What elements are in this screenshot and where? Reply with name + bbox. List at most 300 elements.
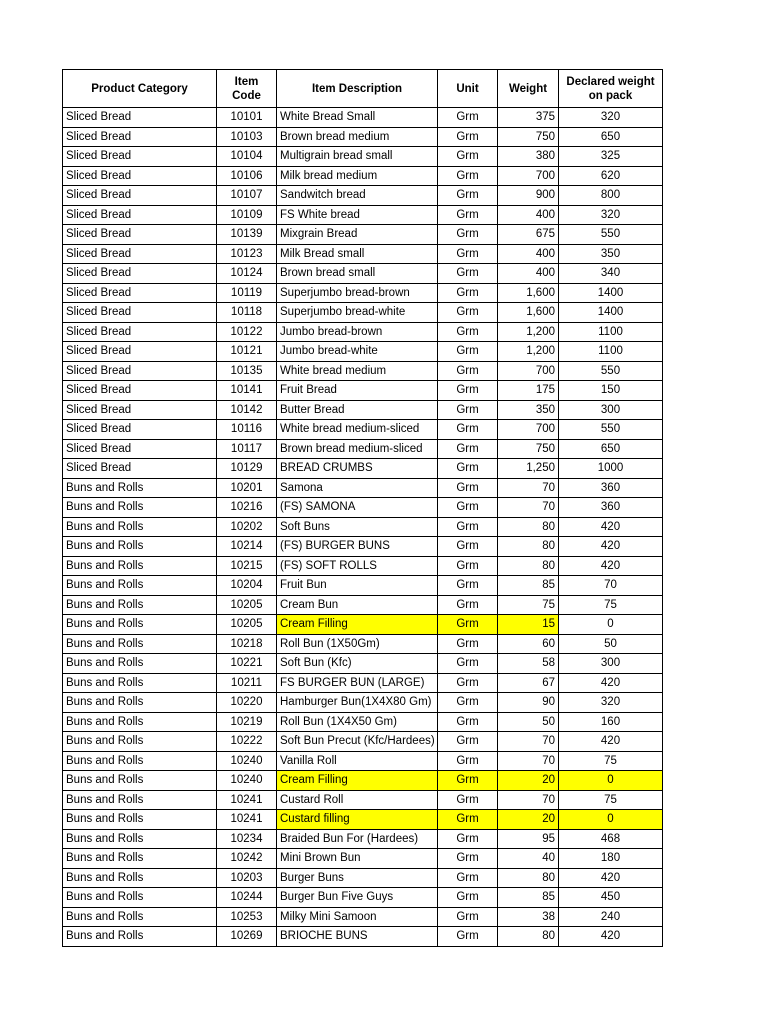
cell-product-category: Sliced Bread — [63, 283, 217, 303]
cell-product-category: Buns and Rolls — [63, 556, 217, 576]
cell-item-code: 10116 — [217, 420, 277, 440]
cell-item-description: Jumbo bread-brown — [277, 322, 438, 342]
cell-weight: 900 — [498, 186, 559, 206]
cell-weight: 85 — [498, 576, 559, 596]
cell-unit: Grm — [438, 751, 498, 771]
cell-item-code: 10118 — [217, 303, 277, 323]
cell-declared-weight: 420 — [559, 537, 663, 557]
table-row — [63, 732, 663, 752]
cell-item-description: Fruit Bread — [277, 381, 438, 401]
cell-unit: Grm — [438, 225, 498, 245]
cell-weight: 60 — [498, 634, 559, 654]
cell-product-category: Sliced Bread — [63, 381, 217, 401]
cell-unit: Grm — [438, 673, 498, 693]
cell-declared-weight: 1100 — [559, 342, 663, 362]
cell-product-category: Sliced Bread — [63, 361, 217, 381]
cell-declared-weight: 150 — [559, 381, 663, 401]
cell-item-code: 10202 — [217, 517, 277, 537]
cell-product-category: Buns and Rolls — [63, 771, 217, 791]
cell-item-description: White bread medium — [277, 361, 438, 381]
cell-weight: 15 — [498, 615, 559, 635]
cell-item-code: 10222 — [217, 732, 277, 752]
cell-product-category: Buns and Rolls — [63, 751, 217, 771]
table-row — [63, 693, 663, 713]
cell-unit: Grm — [438, 147, 498, 167]
cell-unit: Grm — [438, 927, 498, 947]
cell-item-description: Superjumbo bread-white — [277, 303, 438, 323]
cell-product-category: Sliced Bread — [63, 147, 217, 167]
cell-unit: Grm — [438, 127, 498, 147]
header-unit: Unit — [438, 70, 498, 108]
cell-unit: Grm — [438, 205, 498, 225]
cell-declared-weight: 350 — [559, 244, 663, 264]
cell-item-description: Roll Bun (1X4X50 Gm) — [277, 712, 438, 732]
cell-declared-weight: 360 — [559, 478, 663, 498]
cell-weight: 80 — [498, 537, 559, 557]
cell-unit: Grm — [438, 244, 498, 264]
cell-item-code: 10123 — [217, 244, 277, 264]
header-item-code: Item Code — [217, 70, 277, 108]
cell-product-category: Sliced Bread — [63, 322, 217, 342]
cell-declared-weight: 420 — [559, 927, 663, 947]
cell-weight: 95 — [498, 829, 559, 849]
cell-declared-weight: 650 — [559, 439, 663, 459]
cell-item-code: 10218 — [217, 634, 277, 654]
cell-item-description: Multigrain bread small — [277, 147, 438, 167]
header-weight: Weight — [498, 70, 559, 108]
cell-unit: Grm — [438, 654, 498, 674]
cell-declared-weight: 300 — [559, 654, 663, 674]
cell-declared-weight: 1400 — [559, 283, 663, 303]
cell-product-category: Buns and Rolls — [63, 537, 217, 557]
cell-unit: Grm — [438, 517, 498, 537]
table-row — [63, 634, 663, 654]
table-row — [63, 439, 663, 459]
cell-product-category: Sliced Bread — [63, 400, 217, 420]
cell-item-description: (FS) SAMONA — [277, 498, 438, 518]
cell-item-code: 10101 — [217, 108, 277, 128]
table-row — [63, 712, 663, 732]
cell-unit: Grm — [438, 459, 498, 479]
cell-item-code: 10241 — [217, 810, 277, 830]
cell-unit: Grm — [438, 478, 498, 498]
table-row — [63, 595, 663, 615]
table-row — [63, 927, 663, 947]
cell-item-code: 10269 — [217, 927, 277, 947]
cell-declared-weight: 650 — [559, 127, 663, 147]
cell-item-description: Milky Mini Samoon — [277, 907, 438, 927]
cell-item-code: 10219 — [217, 712, 277, 732]
cell-product-category: Buns and Rolls — [63, 927, 217, 947]
cell-product-category: Buns and Rolls — [63, 868, 217, 888]
table-row — [63, 283, 663, 303]
cell-item-description: Soft Bun Precut (Kfc/Hardees) — [277, 732, 438, 752]
cell-declared-weight: 550 — [559, 420, 663, 440]
cell-product-category: Sliced Bread — [63, 205, 217, 225]
cell-weight: 700 — [498, 361, 559, 381]
cell-item-description: Soft Buns — [277, 517, 438, 537]
table-row — [63, 829, 663, 849]
cell-weight: 70 — [498, 478, 559, 498]
cell-item-code: 10122 — [217, 322, 277, 342]
table-row — [63, 303, 663, 323]
cell-item-code: 10109 — [217, 205, 277, 225]
table-row — [63, 225, 663, 245]
cell-item-code: 10107 — [217, 186, 277, 206]
table-row — [63, 264, 663, 284]
cell-weight: 70 — [498, 732, 559, 752]
table-body — [63, 108, 663, 947]
cell-item-description: Cream Filling — [277, 771, 438, 791]
table-row — [63, 576, 663, 596]
cell-declared-weight: 320 — [559, 108, 663, 128]
cell-declared-weight: 70 — [559, 576, 663, 596]
cell-product-category: Buns and Rolls — [63, 849, 217, 869]
cell-unit: Grm — [438, 186, 498, 206]
cell-item-description: Burger Buns — [277, 868, 438, 888]
cell-item-code: 10103 — [217, 127, 277, 147]
cell-item-code: 10117 — [217, 439, 277, 459]
cell-item-code: 10211 — [217, 673, 277, 693]
cell-item-code: 10221 — [217, 654, 277, 674]
cell-item-description: FS BURGER BUN (LARGE) — [277, 673, 438, 693]
cell-product-category: Sliced Bread — [63, 186, 217, 206]
cell-weight: 50 — [498, 712, 559, 732]
cell-product-category: Sliced Bread — [63, 439, 217, 459]
cell-weight: 675 — [498, 225, 559, 245]
cell-unit: Grm — [438, 576, 498, 596]
cell-item-description: Soft Bun (Kfc) — [277, 654, 438, 674]
cell-weight: 750 — [498, 127, 559, 147]
cell-unit: Grm — [438, 400, 498, 420]
cell-declared-weight: 340 — [559, 264, 663, 284]
table-row — [63, 751, 663, 771]
table-row — [63, 810, 663, 830]
table-row — [63, 400, 663, 420]
cell-item-description: Roll Bun (1X50Gm) — [277, 634, 438, 654]
cell-item-description: Braided Bun For (Hardees) — [277, 829, 438, 849]
header-product-category: Product Category — [63, 70, 217, 108]
cell-item-description: Sandwitch bread — [277, 186, 438, 206]
cell-unit: Grm — [438, 537, 498, 557]
cell-unit: Grm — [438, 303, 498, 323]
cell-unit: Grm — [438, 888, 498, 908]
cell-product-category: Buns and Rolls — [63, 712, 217, 732]
cell-item-code: 10220 — [217, 693, 277, 713]
cell-weight: 80 — [498, 927, 559, 947]
cell-item-description: White bread medium-sliced — [277, 420, 438, 440]
cell-unit: Grm — [438, 615, 498, 635]
table-row — [63, 517, 663, 537]
table-row — [63, 849, 663, 869]
cell-declared-weight: 50 — [559, 634, 663, 654]
cell-product-category: Buns and Rolls — [63, 654, 217, 674]
cell-item-description: Mixgrain Bread — [277, 225, 438, 245]
cell-item-description: Hamburger Bun(1X4X80 Gm) — [277, 693, 438, 713]
cell-item-code: 10141 — [217, 381, 277, 401]
cell-item-description: Milk bread medium — [277, 166, 438, 186]
cell-item-code: 10204 — [217, 576, 277, 596]
cell-declared-weight: 0 — [559, 810, 663, 830]
cell-declared-weight: 550 — [559, 225, 663, 245]
cell-item-code: 10240 — [217, 771, 277, 791]
table-row — [63, 381, 663, 401]
cell-product-category: Buns and Rolls — [63, 634, 217, 654]
cell-item-code: 10241 — [217, 790, 277, 810]
cell-unit: Grm — [438, 868, 498, 888]
table-row — [63, 166, 663, 186]
cell-item-description: Cream Filling — [277, 615, 438, 635]
cell-declared-weight: 0 — [559, 771, 663, 791]
cell-item-code: 10205 — [217, 595, 277, 615]
cell-weight: 70 — [498, 498, 559, 518]
table-row — [63, 478, 663, 498]
cell-declared-weight: 420 — [559, 517, 663, 537]
cell-declared-weight: 1000 — [559, 459, 663, 479]
cell-product-category: Buns and Rolls — [63, 576, 217, 596]
cell-unit: Grm — [438, 556, 498, 576]
cell-item-code: 10121 — [217, 342, 277, 362]
cell-weight: 380 — [498, 147, 559, 167]
cell-product-category: Sliced Bread — [63, 244, 217, 264]
cell-product-category: Buns and Rolls — [63, 810, 217, 830]
cell-declared-weight: 320 — [559, 693, 663, 713]
cell-declared-weight: 800 — [559, 186, 663, 206]
cell-declared-weight: 360 — [559, 498, 663, 518]
cell-declared-weight: 325 — [559, 147, 663, 167]
cell-item-description: Milk Bread small — [277, 244, 438, 264]
cell-weight: 375 — [498, 108, 559, 128]
header-row — [63, 70, 663, 108]
cell-item-code: 10203 — [217, 868, 277, 888]
cell-weight: 700 — [498, 420, 559, 440]
cell-item-code: 10240 — [217, 751, 277, 771]
cell-unit: Grm — [438, 732, 498, 752]
cell-weight: 400 — [498, 205, 559, 225]
cell-item-description: FS White bread — [277, 205, 438, 225]
cell-item-code: 10106 — [217, 166, 277, 186]
cell-unit: Grm — [438, 283, 498, 303]
cell-item-code: 10124 — [217, 264, 277, 284]
cell-unit: Grm — [438, 790, 498, 810]
cell-item-code: 10139 — [217, 225, 277, 245]
cell-product-category: Sliced Bread — [63, 108, 217, 128]
cell-product-category: Buns and Rolls — [63, 829, 217, 849]
cell-declared-weight: 468 — [559, 829, 663, 849]
table-row — [63, 108, 663, 128]
cell-weight: 20 — [498, 771, 559, 791]
cell-product-category: Sliced Bread — [63, 166, 217, 186]
cell-unit: Grm — [438, 322, 498, 342]
cell-product-category: Buns and Rolls — [63, 595, 217, 615]
table-row — [63, 888, 663, 908]
cell-item-description: Brown bread medium-sliced — [277, 439, 438, 459]
cell-weight: 1,200 — [498, 322, 559, 342]
cell-item-description: White Bread Small — [277, 108, 438, 128]
cell-unit: Grm — [438, 108, 498, 128]
table-row — [63, 186, 663, 206]
table-row — [63, 205, 663, 225]
cell-declared-weight: 240 — [559, 907, 663, 927]
cell-weight: 175 — [498, 381, 559, 401]
cell-weight: 1,200 — [498, 342, 559, 362]
cell-item-description: Custard Roll — [277, 790, 438, 810]
cell-unit: Grm — [438, 595, 498, 615]
cell-declared-weight: 620 — [559, 166, 663, 186]
table-row — [63, 127, 663, 147]
cell-weight: 400 — [498, 264, 559, 284]
cell-item-code: 10201 — [217, 478, 277, 498]
cell-product-category: Sliced Bread — [63, 459, 217, 479]
table-row — [63, 654, 663, 674]
cell-item-description: Brown bread medium — [277, 127, 438, 147]
cell-item-description: Custard filling — [277, 810, 438, 830]
cell-weight: 70 — [498, 790, 559, 810]
cell-declared-weight: 1100 — [559, 322, 663, 342]
cell-unit: Grm — [438, 361, 498, 381]
table-row — [63, 361, 663, 381]
cell-item-description: Jumbo bread-white — [277, 342, 438, 362]
cell-weight: 90 — [498, 693, 559, 713]
cell-weight: 1,250 — [498, 459, 559, 479]
table-row — [63, 459, 663, 479]
cell-declared-weight: 0 — [559, 615, 663, 635]
cell-weight: 58 — [498, 654, 559, 674]
cell-declared-weight: 420 — [559, 732, 663, 752]
cell-product-category: Buns and Rolls — [63, 615, 217, 635]
cell-weight: 700 — [498, 166, 559, 186]
cell-declared-weight: 420 — [559, 673, 663, 693]
cell-unit: Grm — [438, 810, 498, 830]
cell-weight: 67 — [498, 673, 559, 693]
cell-declared-weight: 300 — [559, 400, 663, 420]
cell-unit: Grm — [438, 342, 498, 362]
cell-product-category: Buns and Rolls — [63, 517, 217, 537]
table-row — [63, 147, 663, 167]
cell-weight: 350 — [498, 400, 559, 420]
cell-item-code: 10214 — [217, 537, 277, 557]
cell-product-category: Buns and Rolls — [63, 478, 217, 498]
cell-unit: Grm — [438, 439, 498, 459]
cell-item-description: BRIOCHE BUNS — [277, 927, 438, 947]
cell-item-description: Samona — [277, 478, 438, 498]
cell-unit: Grm — [438, 166, 498, 186]
cell-unit: Grm — [438, 771, 498, 791]
cell-declared-weight: 550 — [559, 361, 663, 381]
cell-item-description: (FS) BURGER BUNS — [277, 537, 438, 557]
table-row — [63, 790, 663, 810]
cell-weight: 70 — [498, 751, 559, 771]
cell-weight: 20 — [498, 810, 559, 830]
table-row — [63, 868, 663, 888]
cell-product-category: Buns and Rolls — [63, 498, 217, 518]
cell-unit: Grm — [438, 849, 498, 869]
header-declared-weight: Declared weight on pack — [559, 70, 663, 108]
cell-item-description: BREAD CRUMBS — [277, 459, 438, 479]
table-row — [63, 244, 663, 264]
cell-weight: 750 — [498, 439, 559, 459]
cell-weight: 38 — [498, 907, 559, 927]
cell-unit: Grm — [438, 907, 498, 927]
cell-item-description: Mini Brown Bun — [277, 849, 438, 869]
cell-weight: 40 — [498, 849, 559, 869]
product-weight-table — [62, 69, 663, 947]
cell-item-code: 10142 — [217, 400, 277, 420]
cell-item-description: Vanilla Roll — [277, 751, 438, 771]
cell-unit: Grm — [438, 829, 498, 849]
cell-declared-weight: 75 — [559, 751, 663, 771]
cell-item-code: 10215 — [217, 556, 277, 576]
table-row — [63, 498, 663, 518]
table-row — [63, 322, 663, 342]
cell-item-code: 10104 — [217, 147, 277, 167]
cell-product-category: Buns and Rolls — [63, 732, 217, 752]
cell-declared-weight: 450 — [559, 888, 663, 908]
cell-weight: 80 — [498, 556, 559, 576]
cell-product-category: Sliced Bread — [63, 127, 217, 147]
cell-product-category: Buns and Rolls — [63, 907, 217, 927]
cell-weight: 400 — [498, 244, 559, 264]
table-row — [63, 907, 663, 927]
cell-item-code: 10244 — [217, 888, 277, 908]
cell-item-description: (FS) SOFT ROLLS — [277, 556, 438, 576]
cell-weight: 80 — [498, 868, 559, 888]
cell-item-description: Fruit Bun — [277, 576, 438, 596]
table-row — [63, 556, 663, 576]
cell-unit: Grm — [438, 420, 498, 440]
cell-item-description: Burger Bun Five Guys — [277, 888, 438, 908]
cell-declared-weight: 75 — [559, 595, 663, 615]
cell-item-code: 10253 — [217, 907, 277, 927]
cell-item-description: Butter Bread — [277, 400, 438, 420]
cell-declared-weight: 1400 — [559, 303, 663, 323]
cell-product-category: Buns and Rolls — [63, 673, 217, 693]
cell-unit: Grm — [438, 712, 498, 732]
cell-weight: 85 — [498, 888, 559, 908]
table-row — [63, 673, 663, 693]
table-row — [63, 771, 663, 791]
cell-item-description: Brown bread small — [277, 264, 438, 284]
table-row — [63, 615, 663, 635]
cell-item-code: 10135 — [217, 361, 277, 381]
table-row — [63, 342, 663, 362]
cell-item-description: Cream Bun — [277, 595, 438, 615]
cell-item-code: 10242 — [217, 849, 277, 869]
cell-item-code: 10216 — [217, 498, 277, 518]
cell-unit: Grm — [438, 264, 498, 284]
cell-declared-weight: 180 — [559, 849, 663, 869]
cell-item-code: 10205 — [217, 615, 277, 635]
cell-product-category: Sliced Bread — [63, 303, 217, 323]
table-row — [63, 420, 663, 440]
table-row — [63, 537, 663, 557]
cell-product-category: Buns and Rolls — [63, 888, 217, 908]
cell-declared-weight: 75 — [559, 790, 663, 810]
cell-weight: 1,600 — [498, 283, 559, 303]
cell-product-category: Buns and Rolls — [63, 790, 217, 810]
cell-weight: 75 — [498, 595, 559, 615]
cell-declared-weight: 160 — [559, 712, 663, 732]
cell-weight: 1,600 — [498, 303, 559, 323]
cell-declared-weight: 320 — [559, 205, 663, 225]
cell-item-code: 10129 — [217, 459, 277, 479]
cell-item-code: 10119 — [217, 283, 277, 303]
cell-declared-weight: 420 — [559, 556, 663, 576]
cell-unit: Grm — [438, 693, 498, 713]
cell-weight: 80 — [498, 517, 559, 537]
cell-declared-weight: 420 — [559, 868, 663, 888]
cell-item-code: 10234 — [217, 829, 277, 849]
